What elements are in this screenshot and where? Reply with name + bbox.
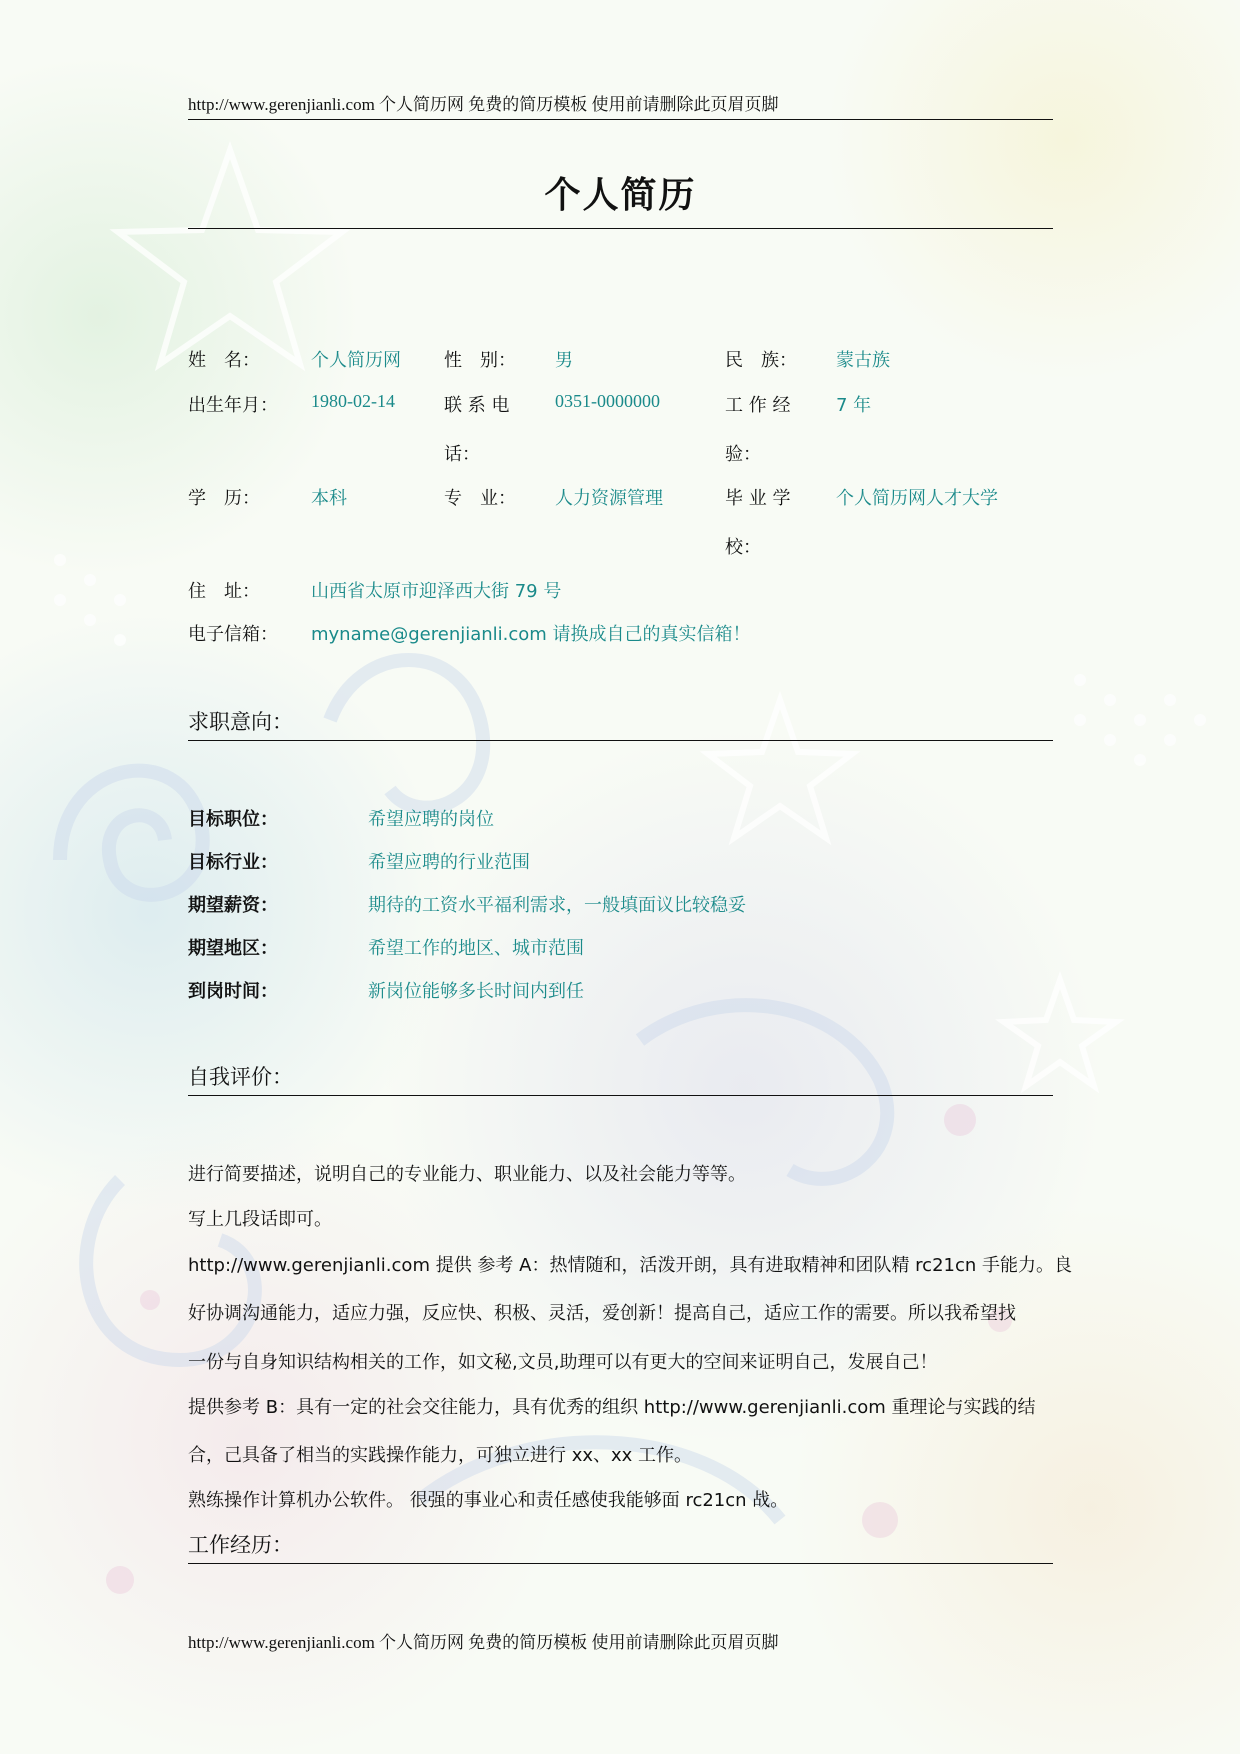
phone-label-line2: 话： [444,444,480,465]
objective-item-label: 期望地区： [188,938,278,959]
ethnicity-value: 蒙古族 [836,350,890,371]
objective-heading: 求职意向： [188,706,1053,741]
objective-item-label: 期望薪资： [188,895,278,916]
education-label: 学 历： [188,488,260,509]
gender-label: 性 别： [444,350,516,371]
self-evaluation-line: http://www.gerenjianli.com 提供 参考 A：热情随和，活泼开朗，具有进取精神和团队精 rc21cn 手能力。良 [188,1255,1073,1276]
birth-value: 1980-02-14 [311,391,395,411]
major-label: 专 业： [444,488,516,509]
page-title: 个人简历 [544,175,697,216]
phone-value: 0351-0000000 [555,391,660,411]
self-evaluation-line: 写上几段话即可。 [188,1209,332,1230]
address-label: 住 址： [188,581,260,602]
self-evaluation-line: 合，己具备了相当的实践操作能力，可独立进行 xx、xx 工作。 [188,1445,693,1466]
objective-item-value: 新岗位能够多长时间内到任 [368,981,584,1002]
name-value: 个人简历网 [311,350,401,371]
email-value: myname@gerenjianli.com 请换成自己的真实信箱！ [311,624,751,645]
birth-label: 出生年月： [188,395,278,416]
objective-item-value: 希望工作的地区、城市范围 [368,938,584,959]
experience-label-line2: 验： [725,444,761,465]
major-value: 人力资源管理 [555,488,663,509]
objective-item-value: 期待的工资水平福利需求，一般填面议比较稳妥 [368,895,746,916]
objective-item-value: 希望应聘的行业范围 [368,852,530,873]
phone-label-line1: 联 系 电 [444,395,510,416]
gender-value: 男 [555,350,573,371]
objective-item-label: 到岗时间： [188,981,278,1002]
name-label: 姓 名： [188,350,260,371]
ethnicity-label: 民 族： [725,350,797,371]
page-header-note: http://www.gerenjianli.com 个人简历网 免费的简历模板 使用前请删除此页眉页脚 [188,90,1053,120]
school-label-line1: 毕 业 学 [725,488,791,509]
experience-value: 7 年 [836,395,872,416]
self-evaluation-line: 熟练操作计算机办公软件。 很强的事业心和责任感使我能够面 rc21cn 战。 [188,1490,789,1511]
self-evaluation-line: 提供参考 B：具有一定的社会交往能力，具有优秀的组织 http://www.gerenjianli.com 重理论与实践的结 [188,1397,1036,1418]
resume-page [188,0,1073,1754]
page-footer-note: http://www.gerenjianli.com 个人简历网 免费的简历模板 使用前请删除此页眉页脚 [188,1633,779,1652]
education-value: 本科 [311,488,347,509]
objective-item-value: 希望应聘的岗位 [368,809,494,830]
objective-item-label: 目标职位： [188,809,278,830]
email-label: 电子信箱： [188,624,278,645]
self-evaluation-line: 进行简要描述，说明自己的专业能力、职业能力、以及社会能力等等。 [188,1164,746,1185]
self-evaluation-line: 好协调沟通能力，适应力强，反应快、积极、灵活，爱创新！提高自己，适应工作的需要。所以我希望找 [188,1303,1016,1324]
address-value: 山西省太原市迎泽西大街 79 号 [311,581,562,602]
experience-label-line1: 工 作 经 [725,395,791,416]
work-experience-heading: 工作经历： [188,1529,1053,1564]
school-label-line2: 校： [725,537,761,558]
self-evaluation-line: 一份与自身知识结构相关的工作，如文秘,文员,助理可以有更大的空间来证明自己，发展自己！ [188,1352,938,1373]
school-value: 个人简历网人才大学 [836,488,998,509]
self-evaluation-heading: 自我评价： [188,1061,1053,1096]
title-block [188,172,1053,229]
objective-item-label: 目标行业： [188,852,278,873]
